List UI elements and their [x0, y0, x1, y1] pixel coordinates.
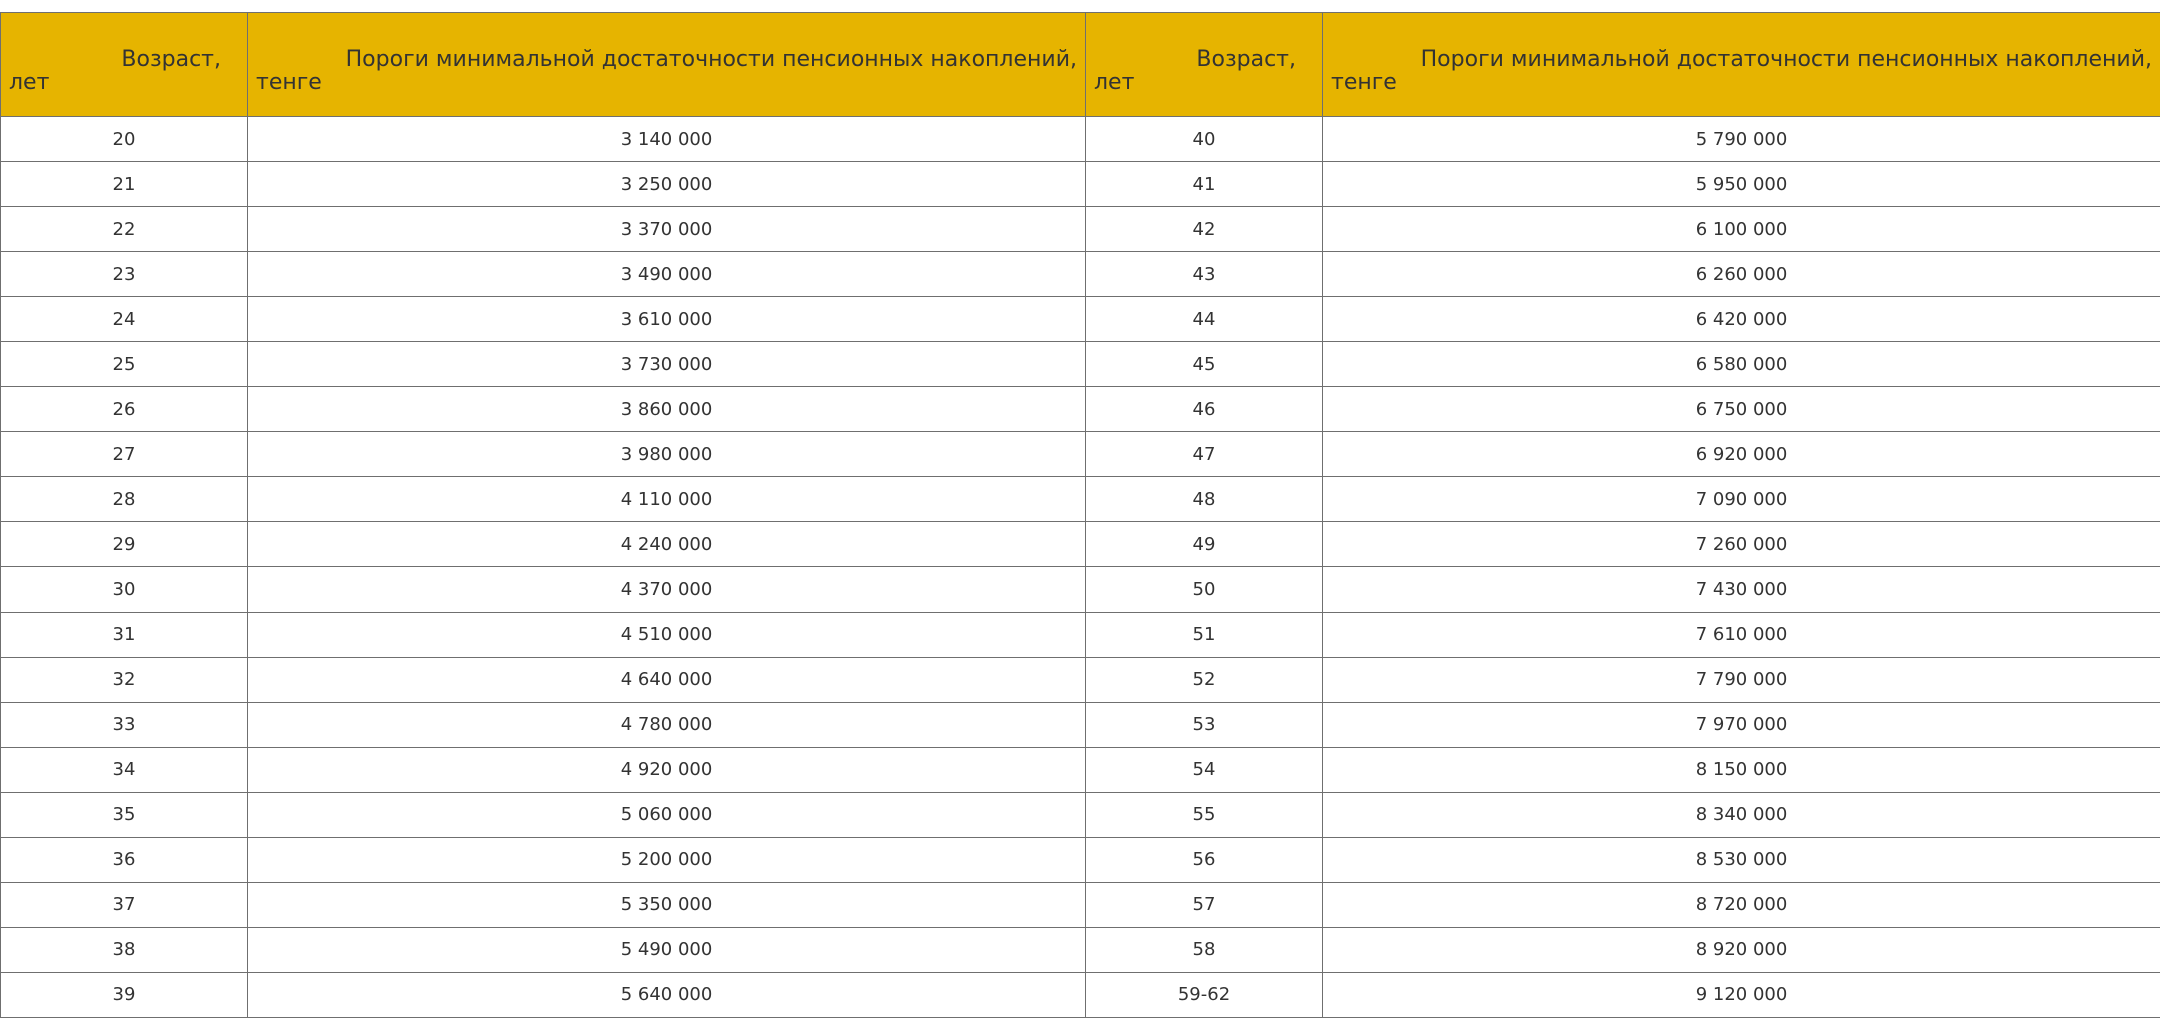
age-right-cell: 42	[1086, 207, 1323, 252]
age-left-cell: 23	[1, 252, 248, 297]
header-row	[1, 13, 2160, 117]
age-right-cell: 40	[1086, 117, 1323, 162]
amount-right-cell: 6 920 000	[1323, 432, 2160, 477]
age-right-cell: 51	[1086, 612, 1323, 657]
header-age-unit: лет	[1094, 70, 1135, 95]
table-row	[1, 522, 2160, 567]
age-left-cell: 38	[1, 927, 248, 972]
table-row	[1, 477, 2160, 522]
age-left-cell: 32	[1, 657, 248, 702]
age-right-cell: 54	[1086, 747, 1323, 792]
age-left-cell: 20	[1, 117, 248, 162]
table-row	[1, 162, 2160, 207]
amount-left-cell: 3 980 000	[248, 432, 1086, 477]
header-threshold-label: Пороги минимальной достаточности пенсионных накоплений,	[345, 47, 1077, 72]
amount-left-cell: 3 490 000	[248, 252, 1086, 297]
age-right-cell: 53	[1086, 702, 1323, 747]
table-row	[1, 927, 2160, 972]
table-row	[1, 837, 2160, 882]
age-left-cell: 27	[1, 432, 248, 477]
table-row	[1, 747, 2160, 792]
amount-left-cell: 4 370 000	[248, 567, 1086, 612]
age-left-cell: 31	[1, 612, 248, 657]
age-right-cell: 57	[1086, 882, 1323, 927]
age-left-cell: 33	[1, 702, 248, 747]
amount-right-cell: 7 090 000	[1323, 477, 2160, 522]
table-row	[1, 297, 2160, 342]
header-threshold-unit: тенге	[1331, 70, 1397, 95]
amount-right-cell: 6 750 000	[1323, 387, 2160, 432]
age-left-cell: 39	[1, 972, 248, 1017]
age-right-cell: 58	[1086, 927, 1323, 972]
amount-right-cell: 7 970 000	[1323, 702, 2160, 747]
amount-left-cell: 5 490 000	[248, 927, 1086, 972]
age-left-cell: 36	[1, 837, 248, 882]
age-right-cell: 55	[1086, 792, 1323, 837]
age-left-cell: 21	[1, 162, 248, 207]
amount-right-cell: 9 120 000	[1323, 972, 2160, 1017]
amount-right-cell: 7 260 000	[1323, 522, 2160, 567]
table-row	[1, 972, 2160, 1017]
table-row	[1, 657, 2160, 702]
table-row	[1, 117, 2160, 162]
table-row	[1, 792, 2160, 837]
amount-right-cell: 5 950 000	[1323, 162, 2160, 207]
amount-right-cell: 5 790 000	[1323, 117, 2160, 162]
header-age-label: Возраст,	[121, 47, 221, 72]
table-row	[1, 567, 2160, 612]
amount-left-cell: 3 370 000	[248, 207, 1086, 252]
age-right-cell: 48	[1086, 477, 1323, 522]
header-age-label: Возраст,	[1196, 47, 1296, 72]
amount-right-cell: 6 580 000	[1323, 342, 2160, 387]
age-right-cell: 46	[1086, 387, 1323, 432]
amount-right-cell: 8 530 000	[1323, 837, 2160, 882]
amount-left-cell: 4 640 000	[248, 657, 1086, 702]
amount-left-cell: 4 920 000	[248, 747, 1086, 792]
age-right-cell: 45	[1086, 342, 1323, 387]
amount-right-cell: 8 920 000	[1323, 927, 2160, 972]
pension-thresholds-table	[0, 12, 2160, 1018]
amount-left-cell: 3 250 000	[248, 162, 1086, 207]
header-age-unit: лет	[9, 70, 50, 95]
age-left-cell: 24	[1, 297, 248, 342]
age-right-cell: 59-62	[1086, 972, 1323, 1017]
amount-right-cell: 6 260 000	[1323, 252, 2160, 297]
age-right-cell: 52	[1086, 657, 1323, 702]
age-right-cell: 47	[1086, 432, 1323, 477]
table-row	[1, 882, 2160, 927]
age-right-cell: 50	[1086, 567, 1323, 612]
age-left-cell: 35	[1, 792, 248, 837]
age-left-cell: 28	[1, 477, 248, 522]
header-age-left	[1, 13, 248, 117]
age-right-cell: 41	[1086, 162, 1323, 207]
amount-right-cell: 7 610 000	[1323, 612, 2160, 657]
header-threshold-label: Пороги минимальной достаточности пенсионных накоплений,	[1420, 47, 2152, 72]
table-row	[1, 612, 2160, 657]
amount-left-cell: 5 060 000	[248, 792, 1086, 837]
table-row	[1, 207, 2160, 252]
age-left-cell: 25	[1, 342, 248, 387]
age-left-cell: 22	[1, 207, 248, 252]
header-threshold-right	[1323, 13, 2160, 117]
table-row	[1, 342, 2160, 387]
table-header	[1, 13, 2160, 117]
amount-left-cell: 4 110 000	[248, 477, 1086, 522]
amount-right-cell: 6 100 000	[1323, 207, 2160, 252]
amount-left-cell: 3 610 000	[248, 297, 1086, 342]
age-left-cell: 30	[1, 567, 248, 612]
age-left-cell: 34	[1, 747, 248, 792]
age-right-cell: 49	[1086, 522, 1323, 567]
amount-left-cell: 5 350 000	[248, 882, 1086, 927]
amount-left-cell: 4 780 000	[248, 702, 1086, 747]
age-left-cell: 37	[1, 882, 248, 927]
table-row	[1, 432, 2160, 477]
amount-right-cell: 7 430 000	[1323, 567, 2160, 612]
age-right-cell: 44	[1086, 297, 1323, 342]
amount-right-cell: 6 420 000	[1323, 297, 2160, 342]
amount-left-cell: 5 200 000	[248, 837, 1086, 882]
amount-left-cell: 5 640 000	[248, 972, 1086, 1017]
amount-right-cell: 8 340 000	[1323, 792, 2160, 837]
amount-left-cell: 3 860 000	[248, 387, 1086, 432]
amount-right-cell: 8 150 000	[1323, 747, 2160, 792]
header-threshold-left	[248, 13, 1086, 117]
amount-left-cell: 3 140 000	[248, 117, 1086, 162]
amount-left-cell: 4 510 000	[248, 612, 1086, 657]
header-threshold-unit: тенге	[256, 70, 322, 95]
age-left-cell: 26	[1, 387, 248, 432]
amount-right-cell: 8 720 000	[1323, 882, 2160, 927]
table-row	[1, 702, 2160, 747]
header-age-right	[1086, 13, 1323, 117]
age-right-cell: 56	[1086, 837, 1323, 882]
amount-left-cell: 4 240 000	[248, 522, 1086, 567]
table-body	[1, 117, 2160, 1018]
age-left-cell: 29	[1, 522, 248, 567]
table-row	[1, 252, 2160, 297]
amount-right-cell: 7 790 000	[1323, 657, 2160, 702]
amount-left-cell: 3 730 000	[248, 342, 1086, 387]
age-right-cell: 43	[1086, 252, 1323, 297]
table-row	[1, 387, 2160, 432]
